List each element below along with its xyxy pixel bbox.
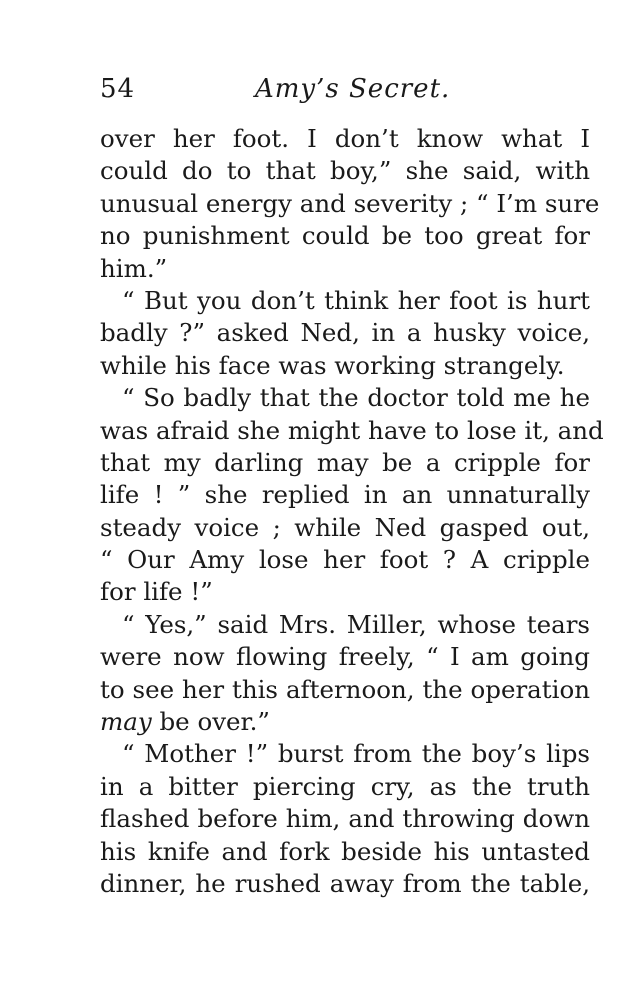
line-text: could do to that boy,” she said, with [100, 156, 590, 186]
text-line [100, 738, 590, 770]
text-line [100, 350, 590, 382]
line-text: “ Our Amy lose her foot ? A cripple [100, 545, 590, 575]
line-text: were now flowing freely, “ I am going [100, 642, 590, 672]
text-line [100, 415, 604, 447]
line-text: badly ?” asked Ned, in a husky voice, [100, 318, 590, 348]
line-text: dinner, he rushed away from the table, [100, 868, 590, 898]
text-line [100, 220, 590, 252]
line-text: flashed before him, and throwing down [100, 804, 590, 834]
line-text: life ! ” she replied in an unnaturally [100, 480, 590, 510]
text-line [100, 674, 590, 706]
text-line [100, 609, 590, 641]
line-text: while his face was working strangely. [100, 350, 565, 380]
line-text: “ Yes,” said Mrs. Miller, whose tears [122, 609, 590, 639]
text-line [100, 317, 590, 349]
line-text: in a bitter piercing cry, as the truth [100, 771, 590, 801]
line-text: “ Mother !” burst from the boy’s lips [122, 739, 590, 769]
line-text: over her foot. I don’t know what I [100, 124, 590, 153]
line-text: was afraid she might have to lose it, and [100, 415, 604, 445]
running-title: Amy’s Secret. [255, 74, 451, 104]
line-text: unusual energy and severity ; “ I’m sure [100, 188, 600, 218]
text-line [100, 285, 590, 317]
text-line [100, 479, 590, 511]
body-text [100, 123, 604, 900]
text-line [100, 771, 590, 803]
page-number: 54 [100, 74, 136, 104]
text-line [100, 803, 590, 835]
line-text: his knife and fork beside his untasted [100, 836, 590, 866]
line-text: “ So badly that the doctor told me he [122, 383, 590, 413]
line-text: no punishment could be too great for [100, 221, 590, 251]
line-text: be over.” [159, 707, 270, 737]
text-line [100, 544, 590, 576]
line-text: steady voice ; while Ned gasped out, [100, 512, 590, 542]
line-text: him.” [100, 253, 168, 283]
text-line [100, 155, 590, 187]
line-text: “ But you don’t think her foot is hurt [122, 285, 590, 315]
text-line [100, 576, 590, 608]
italic-word: may [100, 707, 152, 737]
text-line [100, 868, 590, 900]
line-text: to see her this afternoon, the operation [100, 674, 590, 704]
text-line [100, 447, 590, 479]
text-line [100, 512, 590, 544]
text-line [100, 836, 590, 868]
text-line [100, 253, 590, 285]
text-line [100, 382, 590, 414]
page-header [100, 74, 590, 118]
text-line [100, 188, 600, 220]
line-text: that my darling may be a cripple for [100, 447, 590, 477]
line-text: for life !” [100, 577, 213, 607]
text-line [100, 706, 590, 738]
text-line [100, 641, 590, 673]
text-line [100, 123, 590, 155]
